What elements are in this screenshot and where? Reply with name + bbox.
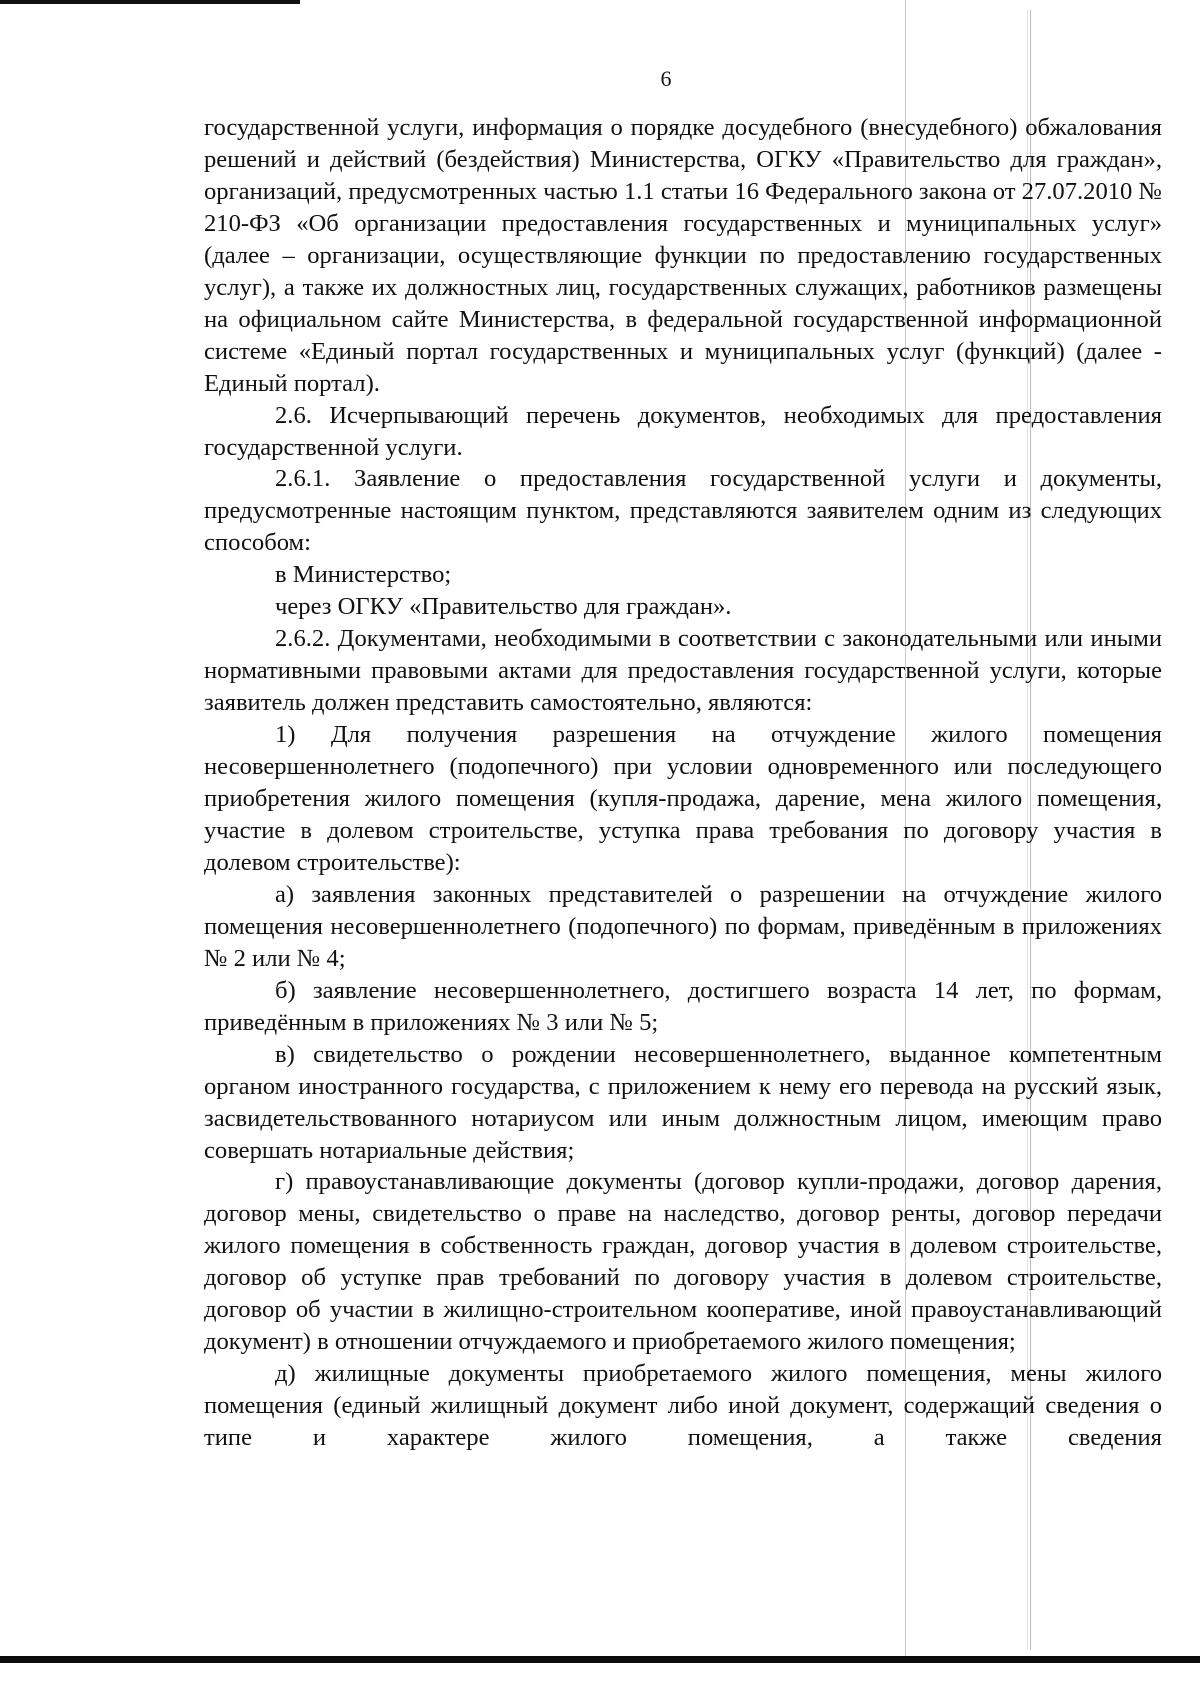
- paragraph: 2.6. Исчерпывающий перечень документов, необходимых для предоставления государственной услуги.: [204, 401, 1162, 461]
- paragraph: 2.6.1. Заявление о предоставления государственной услуги и документы, предусмотренные настоящим пунктом, представляются заявителем одним из следующих способом:: [204, 465, 1162, 557]
- paragraph: в Министерство;: [275, 561, 452, 589]
- paragraph: государственной услуги, информация о порядке досудебного (внесудебного) обжалования решений и действий (бездействия) Министерства, ОГКУ «Правительство для граждан», организаций, предусмотренных частью 1.1 статьи 16 Федерального закона от 27.07.2010 № 210-ФЗ «Об организации предоставления государственных и муниципальных услуг» (далее – организации, осуществляющие функции по предоставлению государственных услуг), а также их должностных лиц, государственных служащих, работников размещены на официальном сайте Министерства, в федеральной государственной информационной системе «Единый портал государственных и муниципальных услуг (функций) (далее - Единый портал).: [204, 114, 1162, 397]
- paragraph: 1) Для получения разрешения на отчуждение жилого помещения несовершеннолетнего (подопечного) при условии одновременного или последующего приобретения жилого помещения (купля-продажа, дарение, мена жилого помещения, участие в долевом строительстве, уступка права требования по договору участия в долевом строительстве):: [204, 721, 1162, 876]
- scan-edge-top: [0, 0, 300, 4]
- scan-edge-bottom: [0, 1656, 1200, 1663]
- paragraph: 2.6.2. Документами, необходимыми в соответствии с законодательными или иными нормативными правовыми актами для предоставления государственной услуги, которые заявитель должен представить самостоятельно, являются:: [204, 625, 1162, 717]
- paragraph: г) правоустанавливающие документы (договор купли-продажи, договор дарения, договор мены, свидетельство о праве на наследство, договор ренты, договор передачи жилого помещения в собственность граждан, договор участия в долевом строительстве, договор об уступке прав требований по договору участия в долевом строительстве, договор об участии в жилищно-строительном кооперативе, иной правоустанавливающий документ) в отношении отчуждаемого и приобретаемого жилого помещения;: [204, 1168, 1162, 1356]
- paragraph: д) жилищные документы приобретаемого жилого помещения, мены жилого помещения (единый жилищный документ либо иной документ, содержащий сведения о типе и характере жилого помещения, а также сведения: [204, 1360, 1162, 1452]
- paragraph: б) заявление несовершеннолетнего, достигшего возраста 14 лет, по формам, приведённым в приложениях № 3 или № 5;: [204, 976, 1162, 1036]
- page-number: 6: [660, 66, 672, 91]
- paragraph: через ОГКУ «Правительство для граждан».: [275, 593, 732, 621]
- paragraph: а) заявления законных представителей о разрешении на отчуждение жилого помещения несовершеннолетнего (подопечного) по формам, приведённым в приложениях № 2 или № 4;: [204, 880, 1162, 972]
- document-body: [204, 112, 1162, 1454]
- paragraph: в) свидетельство о рождении несовершеннолетнего, выданное компетентным органом иностранного государства, с приложением к нему его перевода на русский язык, засвидетельствованного нотариусом или иным должностным лицом, имеющим право совершать нотариальные действия;: [204, 1040, 1162, 1164]
